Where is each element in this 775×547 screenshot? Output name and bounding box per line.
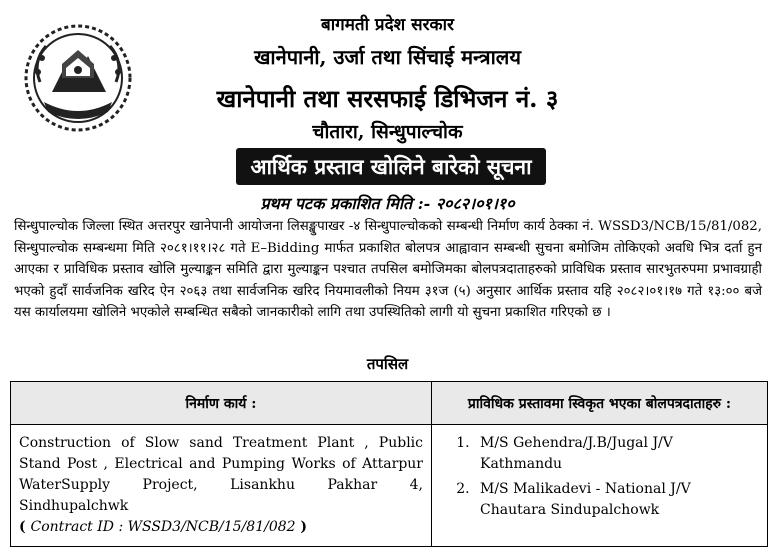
- notice-title: आर्थिक प्रस्ताव खोलिने बारेको सूचना: [236, 148, 546, 185]
- list-item: 1. M/S Gehendra/J.B/Jugal J/V Kathmandu: [474, 433, 759, 475]
- province-government: बागमती प्रदेश सरकार: [321, 15, 454, 35]
- ministry-name: खानेपानी, उर्जा तथा सिंचाई मन्त्रालय: [254, 45, 521, 69]
- bid-details-table: [10, 381, 768, 547]
- details-heading: तपसिल: [366, 355, 409, 373]
- list-item: 2. M/S Malikadevi - National J/V Chautara Sindupalchowk: [474, 479, 759, 521]
- bidders-list: [440, 433, 759, 521]
- office-location: चौतारा, सिन्धुपाल्चोक: [312, 121, 463, 143]
- contract-open: (: [19, 519, 31, 535]
- publication-date: प्रथम पटक प्रकाशित मिति :- २०८२।०१।१०: [260, 194, 515, 213]
- work-description: Construction of Slow sand Treatment Plant , Public Stand Post , Electrical and Pumping Works of Attarpur WaterSupply Project, Lisankhu Pakhar 4, Sindhupalchwk: [19, 435, 423, 514]
- table-row: [11, 425, 768, 547]
- table-header-row: [11, 382, 768, 425]
- work-cell: [11, 425, 432, 547]
- contract-close: ): [295, 519, 308, 535]
- bidders-column-header: प्राविधिक प्रस्तावमा स्विकृत भएका बोलपत्रदाताहरु :: [432, 382, 768, 425]
- notice-body: सिन्धुपाल्चोक जिल्ला स्थित अत्तरपुर खानेपानी आयोजना लिसङ्खुपाखर -४ सिन्धुपाल्चोकको सम्बन्धी निर्माण कार्य ठेक्का नं. WSSD3/NCB/15/81/082, सिन्धुपाल्चोक सम्बन्धमा मिति २०८१।११।२८ गते E–Bidding मार्फत प्रकाशित बोलपत्र आह्वावान सम्बन्धी सुचना बमोजिम तोकिएको अवधि भित्र दर्ता हुन आएका र प्राविधिक प्रस्ताव खोलि मुल्याङ्कन समिति द्वारा मुल्याङ्कन पश्चात तपसिल बमोजिमका बोलपत्रदाताहरुको प्राविधिक प्रस्ताव सारभुतरुपमा प्रभावग्राही भएको हुदाँ सार्वजनिक खरिद ऐन २०६३ तथा सार्वजनिक खरिद नियमावलीको नियम ३१ज (५) अनुसार आर्थिक प्रस्ताव यहि २०८२।०१।१७ गते १३:०० बजे यस कार्यालयमा खोलिने भएकोले सम्बन्धित सबैको जानकारीको लागि तथा उपस्थितिको लागी यो सुचना प्रकाशित गरिएको छ ।: [14, 219, 762, 320]
- work-column-header: निर्माण कार्य :: [11, 382, 432, 425]
- division-name: खानेपानी तथा सरसफाई डिभिजन नं. ३: [216, 84, 559, 113]
- letterhead: [0, 0, 775, 150]
- contract-id: [19, 517, 423, 538]
- bidders-cell: [432, 425, 768, 547]
- contract-id-text: Contract ID : WSSD3/NCB/15/81/082: [30, 519, 296, 535]
